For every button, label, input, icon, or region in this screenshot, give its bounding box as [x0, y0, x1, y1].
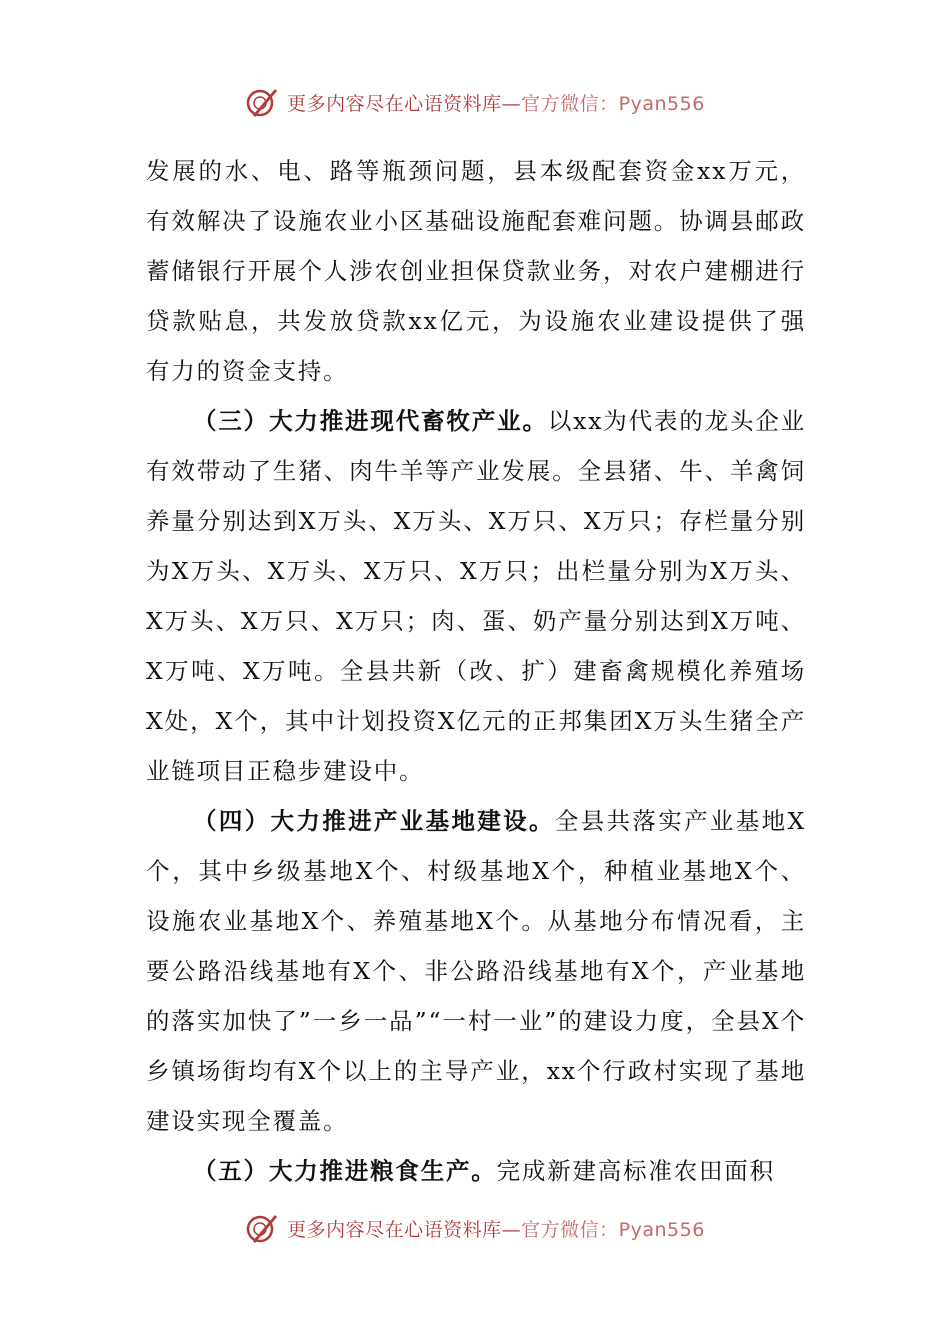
banner-text: 更多内容尽在心语资料库—官方微信：Pyan556 [287, 1218, 705, 1241]
paragraph-2: （三）大力推进现代畜牧产业。以xx为代表的龙头企业有效带动了生猪、肉牛羊等产业发展。全县猪、牛、羊禽饲养量分别达到X万头、X万头、X万只、X万只；存栏量分别为X万头、X万头、X万只、X万只；出栏量分别为X万头、X万头、X万只、X万只；肉、蛋、奶产量分别达到X万吨、X万吨、X万吨。全县共新（改、扩）建畜禽规模化养殖场X处，X个，其中计划投资X亿元的正邦集团X万头生猪全产业链项目正稳步建设中。 [146, 407, 807, 785]
pen-logo-icon [245, 1211, 279, 1245]
header-banner [0, 82, 950, 122]
section-heading-4: （四）大力推进产业基地建设。 [193, 807, 555, 835]
banner-text: 更多内容尽在心语资料库—官方微信：Pyan556 [287, 92, 705, 115]
paragraph-1: 发展的水、电、路等瓶颈问题，县本级配套资金xx万元，有效解决了设施农业小区基础设施配套难问题。协调县邮政蓄储银行开展个人涉农创业担保贷款业务，对农户建棚进行贷款贴息，共发放贷款xx亿元，为设施农业建设提供了强有力的资金支持。 [146, 157, 806, 385]
footer-banner [0, 1208, 950, 1248]
banner-inner [245, 85, 705, 119]
section-heading-3: （三）大力推进现代畜牧产业。 [193, 407, 548, 435]
pen-logo-icon [245, 85, 279, 119]
paragraph-3: （四）大力推进产业基地建设。全县共落实产业基地X个，其中乡级基地X个、村级基地X个，种植业基地X个、设施农业基地X个、养殖基地X个。从基地分布情况看，主要公路沿线基地有X个、非公路沿线基地有X个，产业基地的落实加快了”一乡一品”“一村一业”的建设力度，全县X个乡镇场街均有X个以上的主导产业，xx个行政村实现了基地建设实现全覆盖。 [146, 807, 807, 1135]
document-body [146, 146, 806, 1196]
section-heading-5: （五）大力推进粮食生产。 [193, 1157, 497, 1185]
paragraph-4: （五）大力推进粮食生产。完成新建高标准农田面积 [193, 1157, 775, 1185]
banner-inner [245, 1211, 705, 1245]
